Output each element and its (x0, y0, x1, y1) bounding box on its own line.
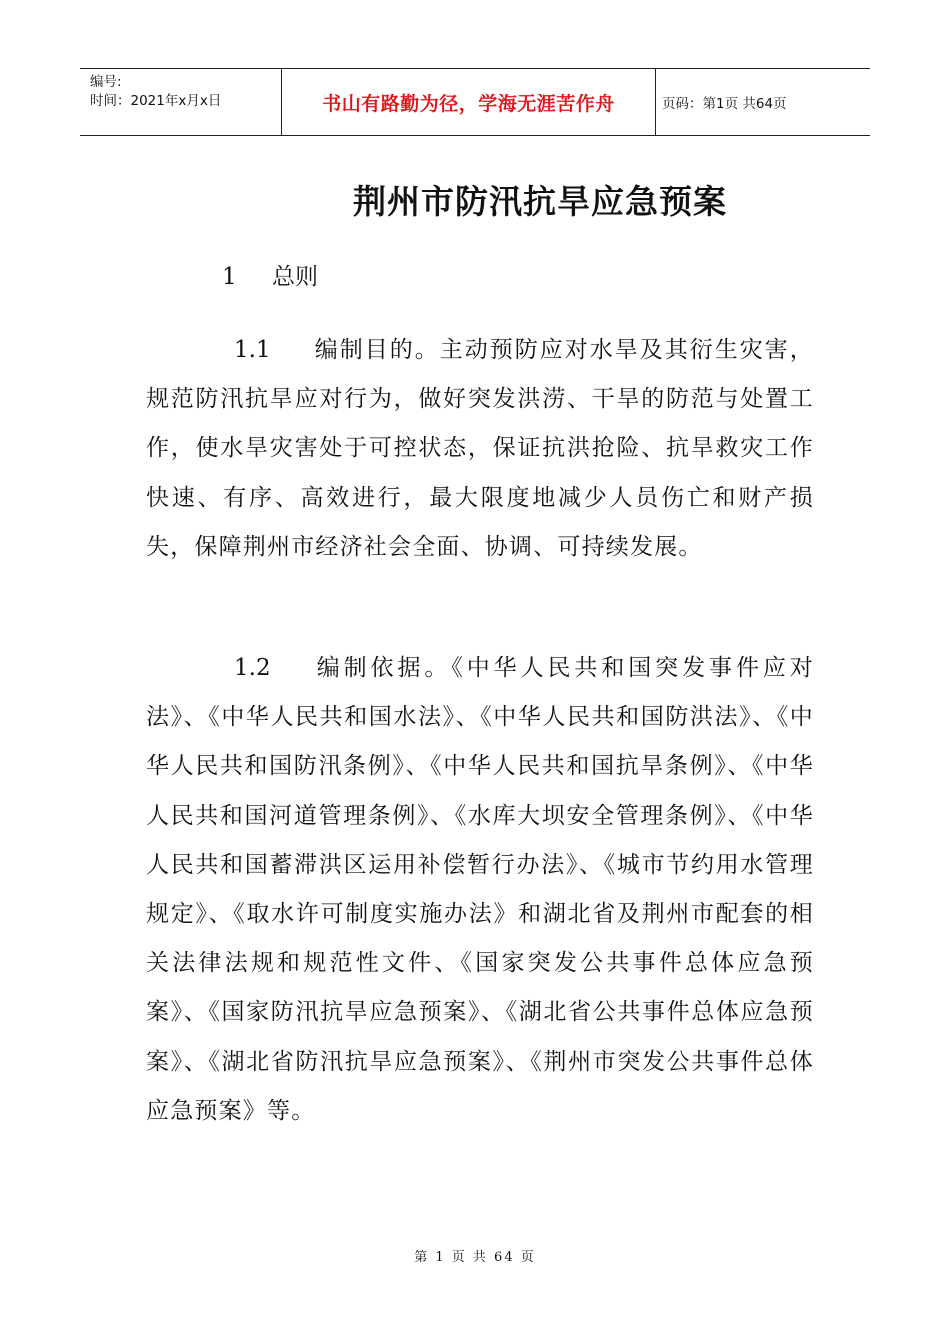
paragraph-basis (146, 644, 814, 1136)
paragraph-text: 编制依据。《中华人民共和国突发事件应对法》、《中华人民共和国水法》、《中华人民共和国防洪法》、《中华人民共和国防汛条例》、《中华人民共和国抗旱条例》、《中华人民共和国河道管理条例》、《水库大坝安全管理条例》、《中华人民共和国蓄滞洪区运用补偿暂行办法》、《城市节约用水管理规定》、《取水许可制度实施办法》和湖北省及荆州市配套的相关法律法规和规范性文件、《国家突发公共事件总体应急预案》、《国家防汛抗旱应急预案》、《湖北省公共事件总体应急预案》、《湖北省防汛抗旱应急预案》、《荆州市突发公共事件总体应急预案》等。 (146, 655, 814, 1124)
header-table (80, 68, 870, 136)
paragraph-number: 1.2 (234, 655, 271, 681)
document-number-label: 编号: (90, 74, 122, 90)
paragraph-number: 1.1 (234, 337, 271, 363)
header-meta-cell (80, 69, 282, 135)
paragraph-text: 编制目的。主动预防应对水旱及其衍生灾害，规范防汛抗旱应对行为，做好突发洪涝、干旱的防范与处置工作，使水旱灾害处于可控状态，保证抗洪抢险、抗旱救灾工作快速、有序、高效进行，最大限度地减少人员伤亡和财产损失，保障荆州市经济社会全面、协调、可持续发展。 (146, 337, 814, 560)
section-heading (222, 258, 318, 291)
header-page-info: 页码：第1页 共64页 (662, 96, 787, 112)
paragraph-purpose (146, 326, 814, 572)
section-title: 总则 (272, 264, 318, 290)
document-date-label: 时间：2021年x月x日 (90, 93, 222, 109)
page-footer: 第 1 页 共 64 页 (414, 1250, 536, 1265)
header-motto-cell (282, 69, 656, 135)
header-motto: 书山有路勤为径，学海无涯苦作舟 (322, 92, 615, 115)
section-number: 1 (222, 264, 237, 290)
document-title: 荆州市防汛抗旱应急预案 (353, 182, 727, 221)
header-page-cell (656, 69, 870, 135)
